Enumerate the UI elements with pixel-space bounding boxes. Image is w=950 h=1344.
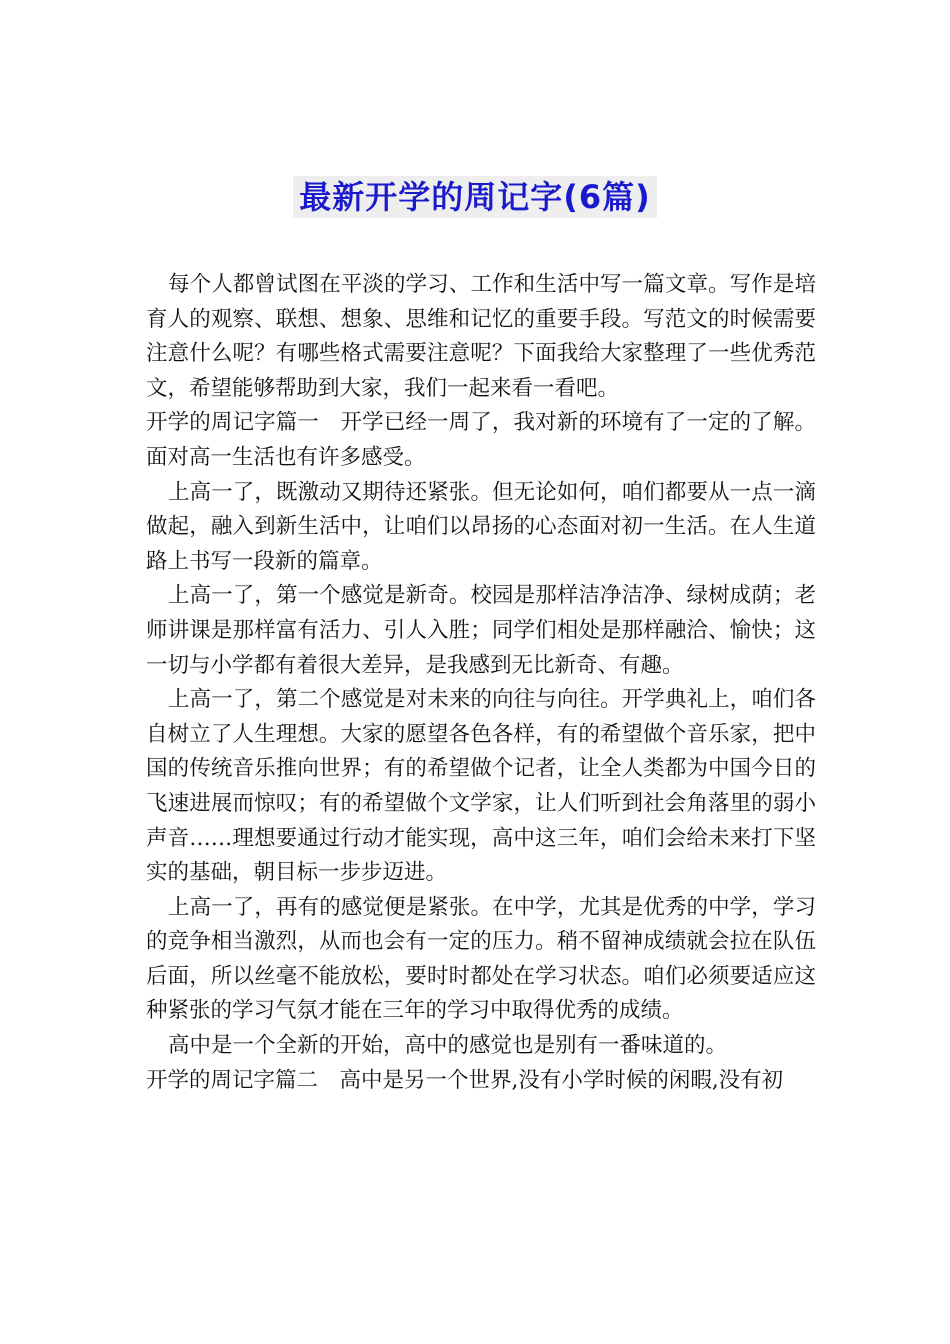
- paragraph: 上高一了，第一个感觉是新奇。校园是那样洁净洁净、绿树成荫；老师讲课是那样富有活力、引人入胜；同学们相处是那样融洽、愉快；这一切与小学都有着很大差异，是我感到无比新奇、有趣。: [146, 583, 816, 678]
- paragraph-section-two-heading: 开学的周记字篇二 高中是另一个世界,没有小学时候的闲暇,没有初: [146, 1067, 784, 1093]
- paragraph: 上高一了，既激动又期待还紧张。但无论如何，咱们都要从一点一滴做起，融入到新生活中，让咱们以昂扬的心态面对初一生活。在人生道路上书写一段新的篇章。: [146, 479, 816, 574]
- document-body: [146, 268, 816, 1098]
- title-container: [0, 176, 950, 218]
- paragraph: 高中是一个全新的开始，高中的感觉也是别有一番味道的。: [168, 1033, 728, 1059]
- paragraph: 上高一了，第二个感觉是对未来的向往与向往。开学典礼上，咱们各自树立了人生理想。大家的愿望各色各样，有的希望做个音乐家，把中国的传统音乐推向世界；有的希望做个记者，让全人类都为中国今日的飞速进展而惊叹；有的希望做个文学家，让人们听到社会角落里的弱小声音……理想要通过行动才能实现，高中这三年，咱们会给未来打下坚实的基础，朝目标一步步迈进。: [146, 687, 816, 886]
- paragraph-section-one-heading: 开学的周记字篇一 开学已经一周了，我对新的环境有了一定的了解。面对高一生活也有许多感受。: [146, 410, 816, 470]
- document-title: 最新开学的周记字(6篇): [293, 176, 657, 218]
- paragraph: 上高一了，再有的感觉便是紧张。在中学，尤其是优秀的中学，学习的竞争相当激烈，从而也会有一定的压力。稍不留神成绩就会拉在队伍后面，所以丝毫不能放松，要时时都处在学习状态。咱们必须要适应这种紧张的学习气氛才能在三年的学习中取得优秀的成绩。: [146, 894, 816, 1024]
- paragraph-intro: 每个人都曾试图在平淡的学习、工作和生活中写一篇文章。写作是培育人的观察、联想、想象、思维和记忆的重要手段。写范文的时候需要注意什么呢？有哪些格式需要注意呢？下面我给大家整理了一些优秀范文，希望能够帮助到大家，我们一起来看一看吧。: [146, 272, 816, 401]
